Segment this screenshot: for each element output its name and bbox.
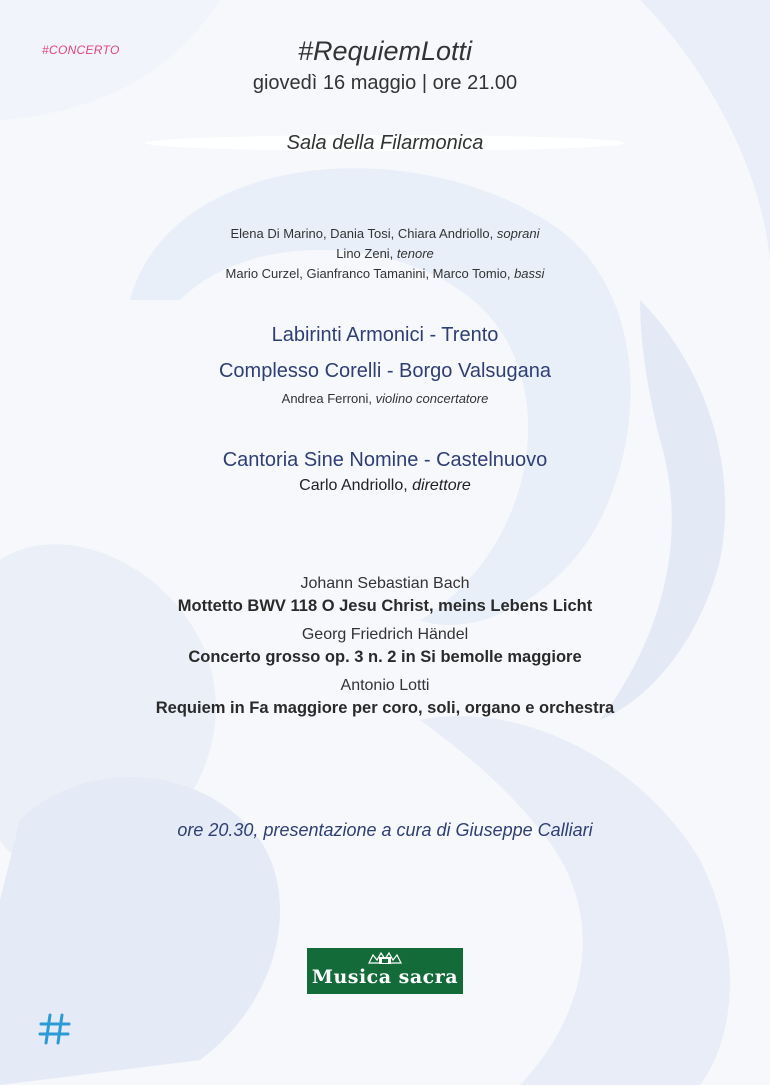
logo-text: Musica sacra xyxy=(311,966,459,988)
composer-handel: Georg Friedrich Händel xyxy=(301,626,469,643)
musica-sacra-logo xyxy=(307,948,463,994)
work-handel: Concerto grosso op. 3 n. 2 in Si bemolle maggiore xyxy=(188,648,582,666)
composer-bach: Johann Sebastian Bach xyxy=(300,575,470,592)
ensemble-corelli: Complesso Corelli - Borgo Valsugana xyxy=(218,360,551,382)
crest-icon xyxy=(365,951,405,965)
ensemble-labirinti: Labirinti Armonici - Trento xyxy=(271,324,499,346)
soloists-line-sopranos: Elena Di Marino, Dania Tosi, Chiara Andriollo, soprani xyxy=(230,226,540,241)
event-venue: Sala della Filarmonica xyxy=(286,132,484,154)
event-title: #RequiemLotti xyxy=(297,36,473,66)
soloists-line-tenor: Lino Zeni, tenore xyxy=(336,246,434,261)
concert-tag: #CONCERTO xyxy=(42,43,120,57)
presentation-note: ore 20.30, presentazione a cura di Giuseppe Calliari xyxy=(177,820,593,840)
composer-lotti: Antonio Lotti xyxy=(340,677,430,694)
work-bach: Mottetto BWV 118 O Jesu Christ, meins Lebens Licht xyxy=(177,597,593,615)
violinist-line: Andrea Ferroni, violino concertatore xyxy=(281,391,489,406)
ensemble-cantoria: Cantoria Sine Nomine - Castelnuovo xyxy=(222,449,548,471)
director-line: Carlo Andriollo, direttore xyxy=(299,477,471,494)
event-date: giovedì 16 maggio | ore 21.00 xyxy=(252,72,518,94)
work-lotti: Requiem in Fa maggiore per coro, soli, organo e orchestra xyxy=(155,699,615,717)
soloists-line-basses: Mario Curzel, Gianfranco Tamanini, Marco Tomio, bassi xyxy=(225,266,545,281)
hashtag-icon xyxy=(38,1012,72,1046)
